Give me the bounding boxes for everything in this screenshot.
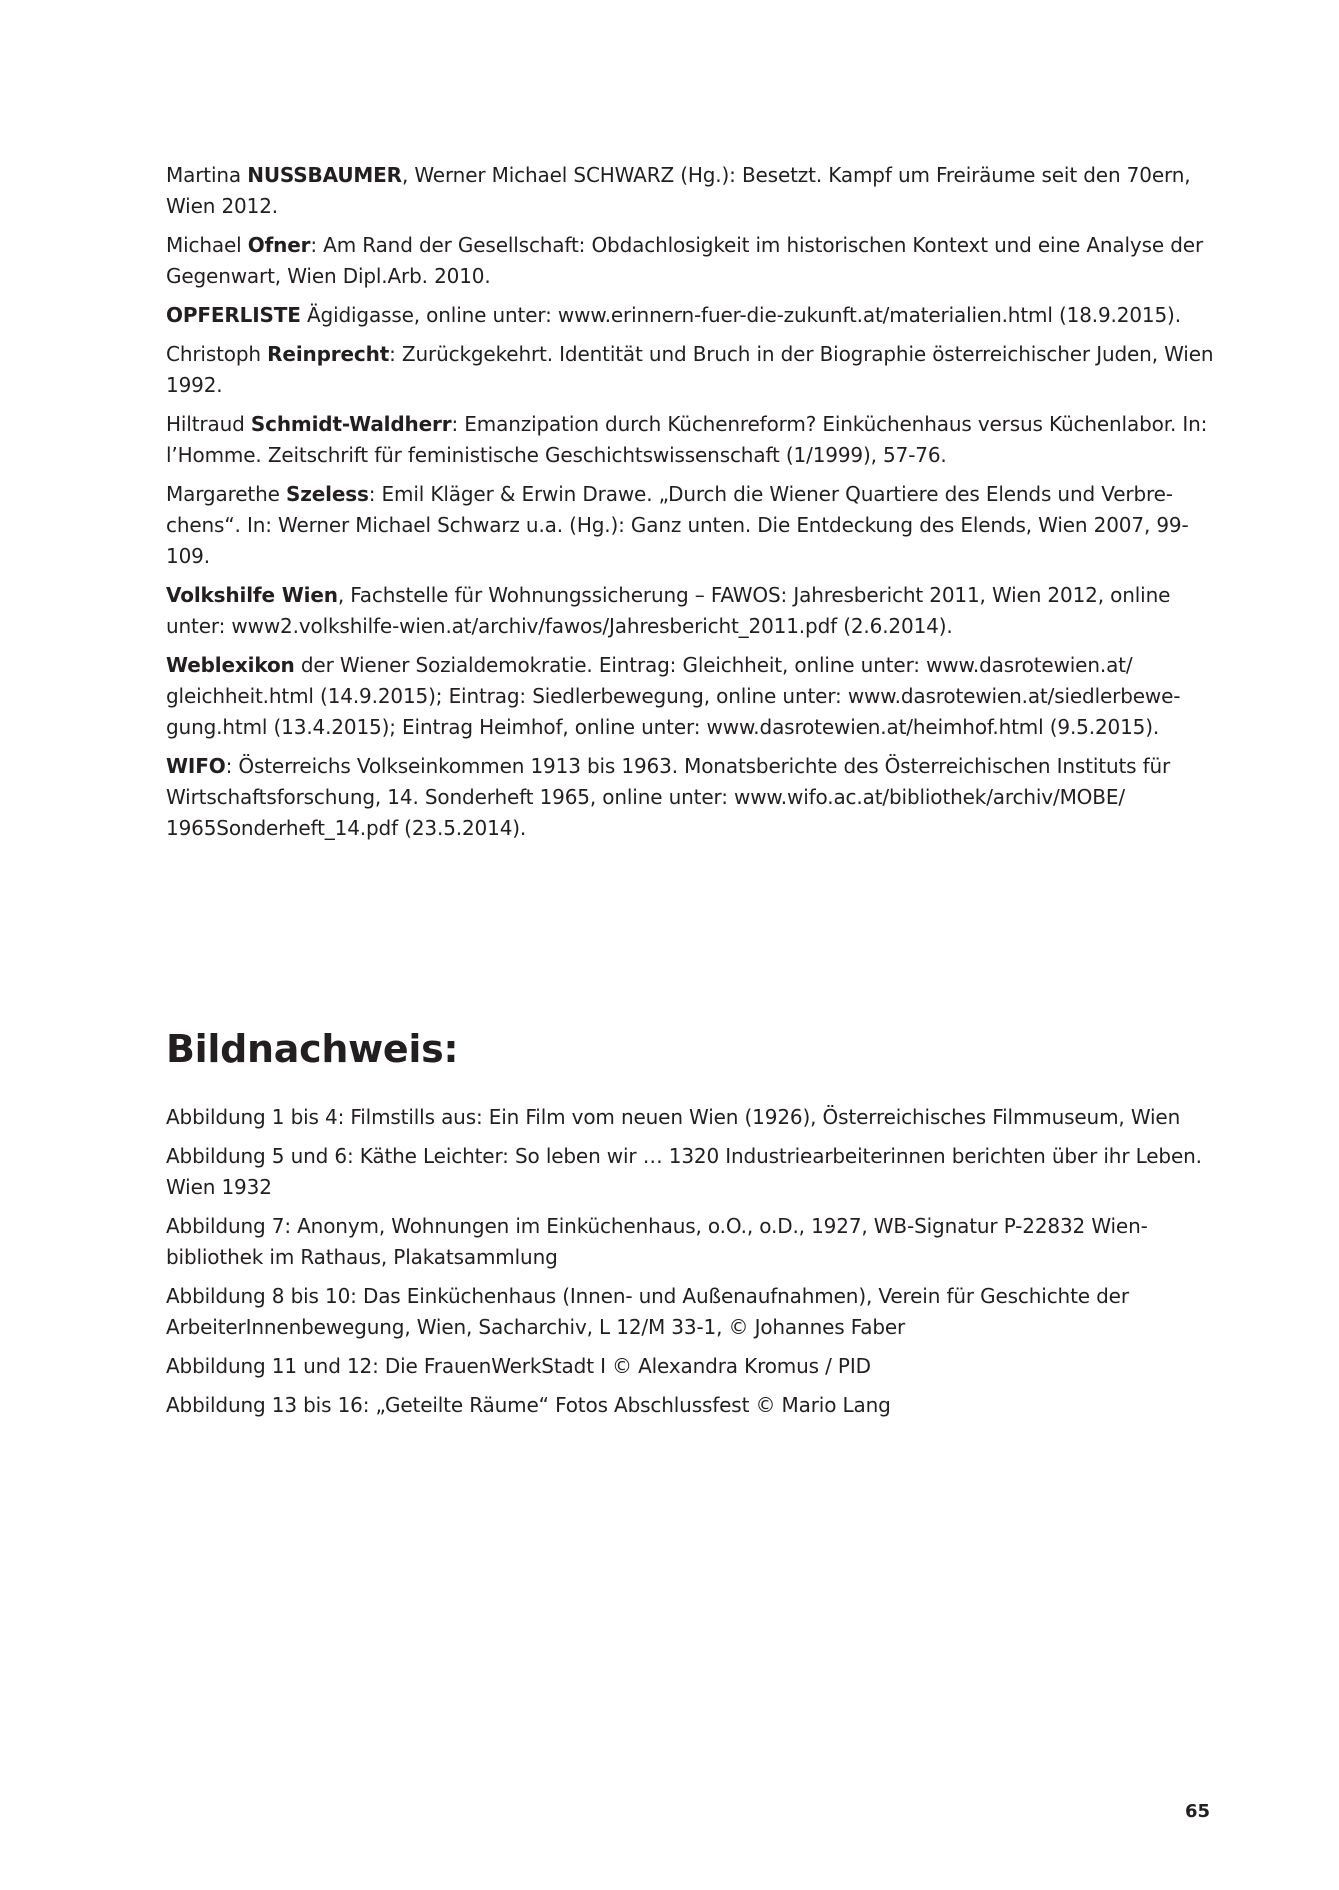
bibliography-entry: Michael Ofner: Am Rand der Gesellschaft: Obdachlosigkeit im historischen Kontext und eine Analyse der Gegenwart, Wien Dipl.Arb. 2010. [166, 233, 1204, 288]
author-name: Weblexikon [166, 653, 295, 677]
image-credit-entry: Abbildung 7: Anonym, Wohnungen im Einküchenhaus, o.O., o.D., 1927, WB-Signatur P-22832 Wien-bibliothek im Rathaus, Plakatsammlung [166, 1214, 1148, 1269]
section-heading: Bildnachweis: [166, 1027, 459, 1071]
author-name: Schmidt-Waldherr [250, 412, 452, 436]
author-name: Ofner [247, 233, 311, 257]
bibliography-entry: OPFERLISTE Ägidigasse, online unter: www.erinnern-fuer-die-zukunft.at/materialien.html (18.9.2015). [166, 303, 1181, 327]
bibliography-entry: Margarethe Szeless: Emil Kläger & Erwin Drawe. „Durch die Wiener Quartiere des Elends und Verbre-chens“. In: Werner Michael Schwarz u.a. (Hg.): Ganz unten. Die Entdeckung des Elends, Wien 2007, 99-109. [166, 482, 1189, 568]
author-name: Reinprecht [267, 342, 390, 366]
author-name: OPFERLISTE [166, 303, 301, 327]
author-name: Szeless [285, 482, 369, 506]
image-credit-entry: Abbildung 1 bis 4: Filmstills aus: Ein Film vom neuen Wien (1926), Österreichisches Filmmuseum, Wien [166, 1105, 1181, 1129]
page-number: 65 [1184, 1801, 1210, 1822]
bibliography-entry: Christoph Reinprecht: Zurückgekehrt. Identität und Bruch in der Biographie österreichischer Juden, Wien 1992. [166, 342, 1214, 397]
image-credits-list [166, 1102, 1226, 1429]
image-credit-entry: Abbildung 5 und 6: Käthe Leichter: So leben wir … 1320 Industriearbeiterinnen berichten über ihr Leben. Wien 1932 [166, 1144, 1202, 1199]
bibliography-entry: Martina NUSSBAUMER, Werner Michael SCHWARZ (Hg.): Besetzt. Kampf um Freiräume seit den 70ern, Wien 2012. [166, 163, 1191, 218]
image-credit-entry: Abbildung 11 und 12: Die FrauenWerkStadt I © Alexandra Kromus / PID [166, 1354, 871, 1378]
author-name: Volkshilfe Wien [166, 583, 338, 607]
author-name: WIFO [166, 754, 226, 778]
bibliography-entry: Hiltraud Schmidt-Waldherr: Emanzipation durch Küchenreform? Einküchenhaus versus Küchenlabor. In: l’Homme. Zeitschrift für feministische Geschichtswissenschaft (1/1999), 57-76. [166, 412, 1208, 467]
image-credit-entry: Abbildung 8 bis 10: Das Einküchenhaus (Innen- und Außenaufnahmen), Verein für Geschichte der ArbeiterInnenbewegung, Wien, Sacharchiv, L 12/M 33-1, © Johannes Faber [166, 1284, 1129, 1339]
bibliography-entry: WIFO: Österreichs Volkseinkommen 1913 bis 1963. Monatsberichte des Österreichischen Instituts für Wirtschaftsforschung, 14. Sonderheft 1965, online unter: www.wifo.ac.at/bibliothek/archiv/MOBE/ 1965Sonderheft_14.pdf (23.5.2014). [166, 754, 1171, 840]
author-name: NUSSBAUMER [247, 163, 402, 187]
bibliography-entry: Volkshilfe Wien, Fachstelle für Wohnungssicherung – FAWOS: Jahresbericht 2011, Wien 2012, online unter: www2.volkshilfe-wien.at/archiv/fawos/Jahresbericht_2011.pdf (2.6.2014). [166, 583, 1171, 638]
image-credit-entry: Abbildung 13 bis 16: „Geteilte Räume“ Fotos Abschlussfest © Mario Lang [166, 1393, 891, 1417]
bibliography-entry: Weblexikon der Wiener Sozialdemokratie. Eintrag: Gleichheit, online unter: www.dasrotewien.at/ gleichheit.html (14.9.2015); Eintrag: Siedlerbewegung, online unter: www.dasrotewien.at/siedlerbewe-gung.html (13.4.2015); Eintrag Heimhof, online unter: www.dasrotewien.at/heimhof.html (9.5.2015). [166, 653, 1181, 739]
bibliography-list [166, 160, 1226, 852]
